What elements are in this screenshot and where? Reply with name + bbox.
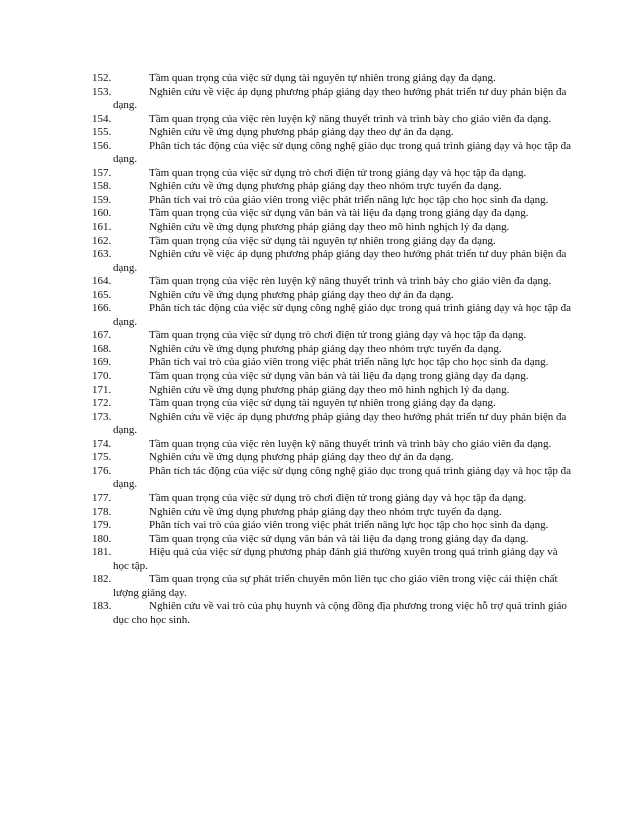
item-number: 175. xyxy=(92,451,112,464)
item-text: Nghiên cứu về ứng dụng phương pháp giảng dạy theo dự án đa dạng. xyxy=(149,451,454,464)
list-item xyxy=(92,384,572,398)
list-item xyxy=(92,397,572,411)
item-text: Phân tích vai trò của giáo viên trong việc phát triển năng lực học tập cho học sinh đa dạng. xyxy=(149,356,549,369)
list-item xyxy=(92,86,572,113)
numbered-list xyxy=(92,72,572,627)
item-number: 162. xyxy=(92,234,112,247)
item-number: 166. xyxy=(92,302,112,315)
list-item xyxy=(92,411,572,438)
list-item xyxy=(92,140,572,167)
item-number: 173. xyxy=(92,410,112,423)
item-text: Nghiên cứu về ứng dụng phương pháp giảng dạy theo nhóm trực tuyến đa dạng. xyxy=(149,180,502,193)
list-item xyxy=(92,356,572,370)
item-text: Nghiên cứu về ứng dụng phương pháp giảng dạy theo mô hình nghịch lý đa dạng. xyxy=(149,221,510,234)
item-text: Nghiên cứu về ứng dụng phương pháp giảng dạy theo mô hình nghịch lý đa dạng. xyxy=(149,383,510,396)
item-text: Tầm quan trọng của việc sử dụng trò chơi điện tử trong giảng dạy và học tập đa dạng. xyxy=(149,491,527,504)
item-number: 170. xyxy=(92,370,112,383)
list-item xyxy=(92,126,572,140)
item-text: Nghiên cứu về việc áp dụng phương pháp giảng dạy theo hướng phát triển tư duy phản biện đa dạng. xyxy=(113,85,567,112)
item-text: Nghiên cứu về việc áp dụng phương pháp giảng dạy theo hướng phát triển tư duy phản biện đa dạng. xyxy=(113,248,567,274)
item-number: 160. xyxy=(92,207,112,220)
item-text: Tầm quan trọng của việc sử dụng trò chơi điện tử trong giảng dạy và học tập đa dạng. xyxy=(149,329,527,342)
item-text: Nghiên cứu về ứng dụng phương pháp giảng dạy theo nhóm trực tuyến đa dạng. xyxy=(149,505,502,518)
item-text: Hiệu quả của việc sử dụng phương pháp đánh giá thường xuyên trong quá trình giảng dạy và học tập. xyxy=(113,546,558,572)
list-item xyxy=(92,167,572,181)
item-text: Tầm quan trọng của việc sử dụng tài nguyên tự nhiên trong giảng dạy đa dạng. xyxy=(149,234,496,247)
list-item xyxy=(92,438,572,452)
list-item xyxy=(92,573,572,600)
item-text: Nghiên cứu về vai trò của phụ huynh và cộng đồng địa phương trong việc hỗ trợ quá trình giáo dục cho học sinh. xyxy=(113,600,567,626)
item-text: Nghiên cứu về ứng dụng phương pháp giảng dạy theo dự án đa dạng. xyxy=(149,126,454,139)
list-item xyxy=(92,180,572,194)
item-number: 180. xyxy=(92,532,112,545)
item-number: 157. xyxy=(92,166,112,179)
item-text: Tầm quan trọng của sự phát triển chuyên môn liên tục cho giáo viên trong việc cải thiện chất lượng giảng dạy. xyxy=(113,573,558,599)
item-number: 176. xyxy=(92,464,112,477)
list-item xyxy=(92,546,572,573)
list-item xyxy=(92,492,572,506)
item-number: 163. xyxy=(92,248,112,261)
list-item xyxy=(92,506,572,520)
item-number: 171. xyxy=(92,383,112,396)
item-number: 159. xyxy=(92,193,112,206)
list-item xyxy=(92,221,572,235)
item-text: Tầm quan trọng của việc sử dụng tài nguyên tự nhiên trong giảng dạy đa dạng. xyxy=(149,72,496,84)
item-text: Tầm quan trọng của việc rèn luyện kỹ năng thuyết trình và trình bày cho giáo viên đa dạng. xyxy=(149,112,552,125)
item-number: 168. xyxy=(92,342,112,355)
item-text: Nghiên cứu về việc áp dụng phương pháp giảng dạy theo hướng phát triển tư duy phản biện đa dạng. xyxy=(113,410,567,437)
list-item xyxy=(92,194,572,208)
item-text: Tầm quan trọng của việc sử dụng văn bản và tài liệu đa dạng trong giảng dạy đa dạng. xyxy=(149,207,529,220)
item-text: Phân tích vai trò của giáo viên trong việc phát triển năng lực học tập cho học sinh đa dạng. xyxy=(149,519,549,532)
item-text: Nghiên cứu về ứng dụng phương pháp giảng dạy theo nhóm trực tuyến đa dạng. xyxy=(149,342,502,355)
item-number: 156. xyxy=(92,139,112,152)
list-item xyxy=(92,329,572,343)
list-item xyxy=(92,302,572,329)
item-number: 164. xyxy=(92,275,112,288)
item-number: 177. xyxy=(92,491,112,504)
item-text: Phân tích vai trò của giáo viên trong việc phát triển năng lực học tập cho học sinh đa dạng. xyxy=(149,193,549,206)
item-number: 169. xyxy=(92,356,112,369)
list-item xyxy=(92,343,572,357)
list-item xyxy=(92,370,572,384)
item-text: Tầm quan trọng của việc sử dụng trò chơi điện tử trong giảng dạy và học tập đa dạng. xyxy=(149,166,527,179)
item-text: Tầm quan trọng của việc rèn luyện kỹ năng thuyết trình và trình bày cho giáo viên đa dạng. xyxy=(149,437,552,450)
item-number: 181. xyxy=(92,546,112,559)
item-number: 158. xyxy=(92,180,112,193)
list-item xyxy=(92,451,572,465)
item-number: 165. xyxy=(92,288,112,301)
item-text: Tầm quan trọng của việc sử dụng văn bản và tài liệu đa dạng trong giảng dạy đa dạng. xyxy=(149,370,529,383)
item-text: Phân tích tác động của việc sử dụng công nghệ giáo dục trong quá trình giảng dạy và học tập đa dạng. xyxy=(113,464,572,491)
item-number: 154. xyxy=(92,112,112,125)
list-item xyxy=(92,289,572,303)
item-number: 161. xyxy=(92,221,112,234)
item-text: Phân tích tác động của việc sử dụng công nghệ giáo dục trong quá trình giảng dạy và học tập đa dạng. xyxy=(113,139,572,166)
list-item xyxy=(92,207,572,221)
item-text: Tầm quan trọng của việc sử dụng tài nguyên tự nhiên trong giảng dạy đa dạng. xyxy=(149,397,496,410)
item-number: 178. xyxy=(92,505,112,518)
item-number: 153. xyxy=(92,85,112,98)
list-item xyxy=(92,113,572,127)
list-item xyxy=(92,600,572,627)
item-text: Phân tích tác động của việc sử dụng công nghệ giáo dục trong quá trình giảng dạy và học tập đa dạng. xyxy=(113,302,572,328)
list-item xyxy=(92,275,572,289)
list-item xyxy=(92,533,572,547)
item-text: Tầm quan trọng của việc sử dụng văn bản và tài liệu đa dạng trong giảng dạy đa dạng. xyxy=(149,532,529,545)
item-number: 183. xyxy=(92,600,112,613)
item-number: 167. xyxy=(92,329,112,342)
item-number: 172. xyxy=(92,397,112,410)
item-text: Tầm quan trọng của việc rèn luyện kỹ năng thuyết trình và trình bày cho giáo viên đa dạng. xyxy=(149,275,552,288)
list-item xyxy=(92,519,572,533)
list-item xyxy=(92,465,572,492)
item-number: 182. xyxy=(92,573,112,586)
item-text: Nghiên cứu về ứng dụng phương pháp giảng dạy theo dự án đa dạng. xyxy=(149,288,454,301)
list-item xyxy=(92,72,572,86)
item-number: 155. xyxy=(92,126,112,139)
item-number: 174. xyxy=(92,437,112,450)
list-item xyxy=(92,248,572,275)
item-number: 152. xyxy=(92,72,112,84)
list-item xyxy=(92,235,572,249)
item-number: 179. xyxy=(92,519,112,532)
